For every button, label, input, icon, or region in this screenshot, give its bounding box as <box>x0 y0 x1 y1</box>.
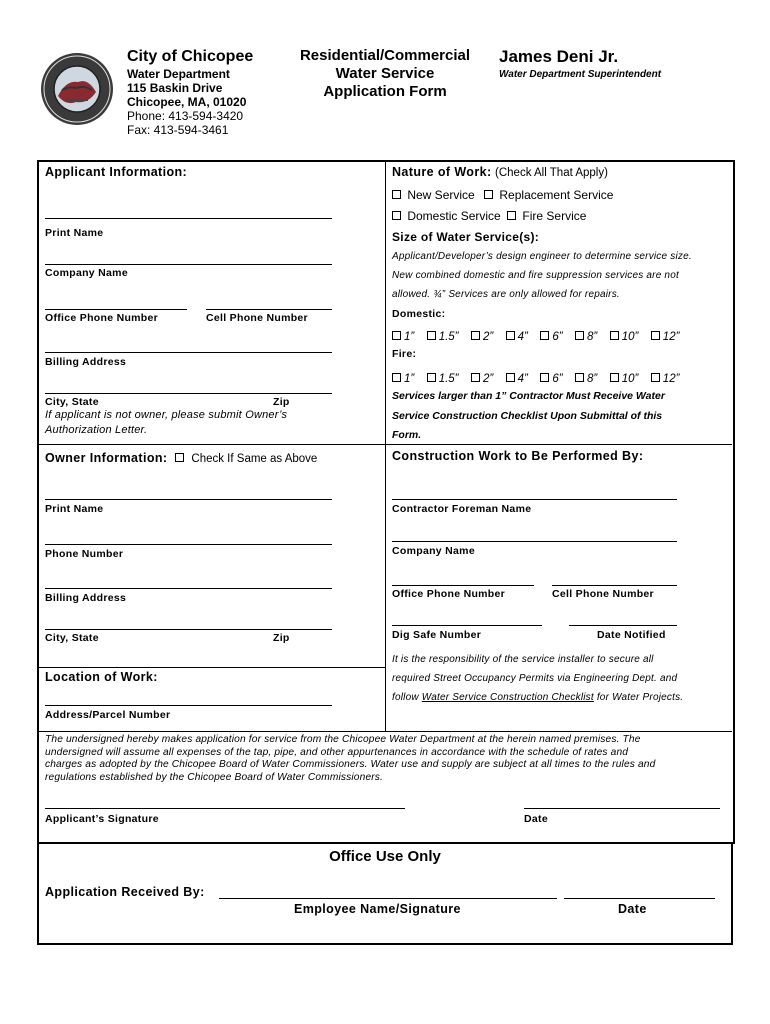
large-service-warning-1: Services larger than 1” Contractor Must Receive Water <box>392 390 665 402</box>
superintendent-name: James Deni Jr. <box>499 47 619 66</box>
checkbox-icon <box>651 331 660 340</box>
domestic-size-options <box>392 327 687 345</box>
owner-phone-field[interactable] <box>45 544 332 545</box>
city-seal-logo <box>40 52 114 126</box>
city-name: City of Chicopee <box>127 48 254 65</box>
applicant-company-field[interactable] <box>45 264 332 265</box>
agreement-line-2: undersigned will assume all expenses of the tap, pipe, and other appurtenances in accordance with the schedule of rates and <box>45 746 629 758</box>
contractor-office-phone-field[interactable] <box>392 585 534 586</box>
checkbox-icon <box>651 373 660 382</box>
applicant-date-label: Date <box>524 813 548 825</box>
large-service-warning-3: Form. <box>392 429 422 441</box>
fire-size-option[interactable]: 8” <box>575 373 597 385</box>
checkbox-icon <box>427 373 436 382</box>
nature-heading-note: (Check All That Apply) <box>495 167 608 179</box>
applicant-zip-label: Zip <box>273 396 290 408</box>
divider-location <box>38 667 386 668</box>
checkbox-icon <box>392 331 401 340</box>
owner-heading-row <box>45 449 317 467</box>
owner-billing-address-field[interactable] <box>45 588 332 589</box>
checkbox-icon <box>575 373 584 382</box>
agreement-line-3: charges as adopted by the Chicopee Board of Water Commissioners. Water use and supply are subject at all times to the rules and <box>45 759 656 771</box>
contractor-cell-phone-label: Cell Phone Number <box>552 588 654 600</box>
replacement-service-checkbox[interactable] <box>484 190 493 199</box>
replacement-service-label: Replacement Service <box>499 188 614 202</box>
applicant-print-name-label: Print Name <box>45 227 104 239</box>
agreement-line-1: The undersigned hereby makes application for service from the Chicopee Water Department at the herein named premises. The <box>45 734 641 745</box>
applicant-city-state-label: City, State <box>45 396 99 408</box>
city-state-zip: Chicopee, MA, 01020 <box>127 95 247 109</box>
contractor-office-phone-label: Office Phone Number <box>392 588 506 600</box>
same-as-above-label: Check If Same as Above <box>191 453 318 465</box>
owner-city-state-field[interactable] <box>45 629 332 630</box>
fire-size-option[interactable]: 1” <box>392 373 414 385</box>
employee-signature-field[interactable] <box>219 898 557 899</box>
received-by-label: Application Received By: <box>45 885 205 899</box>
date-notified-field[interactable] <box>569 625 677 626</box>
checkbox-icon <box>506 373 515 382</box>
applicant-company-label: Company Name <box>45 267 128 279</box>
applicant-city-state-field[interactable] <box>45 393 332 394</box>
fire-size-option[interactable]: 10” <box>610 373 639 385</box>
fire-size-option[interactable]: 12” <box>651 373 680 385</box>
owner-zip-label: Zip <box>273 632 290 644</box>
street-address: 115 Baskin Drive <box>127 81 223 95</box>
contractor-company-field[interactable] <box>392 541 677 542</box>
construction-heading: Construction Work to Be Performed By: <box>392 449 644 463</box>
fire-size-option[interactable]: 6” <box>540 373 562 385</box>
checkbox-icon <box>540 373 549 382</box>
dig-safe-number-label: Dig Safe Number <box>392 629 482 641</box>
applicant-cell-phone-field[interactable] <box>206 309 332 310</box>
owner-city-state-label: City, State <box>45 632 99 644</box>
large-service-warning-2: Service Construction Checklist Upon Submittal of this <box>392 410 663 422</box>
applicant-cell-phone-label: Cell Phone Number <box>206 312 308 324</box>
checkbox-icon <box>392 373 401 382</box>
service-type-row-2 <box>392 209 586 223</box>
fire-size-option[interactable]: 4” <box>506 373 528 385</box>
column-divider-mid <box>385 444 386 731</box>
contractor-company-label: Company Name <box>392 545 475 557</box>
fire-size-option[interactable]: 2” <box>471 373 493 385</box>
office-use-heading: Office Use Only <box>329 848 441 865</box>
domestic-size-option[interactable]: 2” <box>471 331 493 343</box>
employee-signature-label: Employee Name/Signature <box>294 902 461 916</box>
permit-note-2: required Street Occupancy Permits via Engineering Dept. and <box>392 673 678 684</box>
agreement-line-4: regulations established by the Chicopee Board of Water Commissioners. <box>45 771 384 783</box>
same-as-above-checkbox[interactable] <box>175 453 184 462</box>
applicant-office-phone-label: Office Phone Number <box>45 312 159 324</box>
domestic-service-checkbox[interactable] <box>392 211 401 220</box>
checkbox-icon <box>540 331 549 340</box>
domestic-service-label: Domestic Service <box>407 209 501 223</box>
superintendent-title: Water Department Superintendent <box>499 69 662 80</box>
department-name: Water Department <box>127 67 230 81</box>
applicant-office-phone-field[interactable] <box>45 309 187 310</box>
owner-print-name-label: Print Name <box>45 503 104 515</box>
nature-heading-text: Nature of Work: <box>392 165 492 179</box>
checkbox-icon <box>610 331 619 340</box>
applicant-signature-field[interactable] <box>45 808 405 809</box>
permit-note-3: follow Water Service Construction Checklist for Water Projects. <box>392 692 684 703</box>
column-divider-top <box>385 162 386 444</box>
checkbox-icon <box>610 373 619 382</box>
address-parcel-field[interactable] <box>45 705 332 706</box>
domestic-size-option[interactable]: 12” <box>651 331 680 343</box>
checkbox-icon <box>427 331 436 340</box>
owner-heading: Owner Information: <box>45 451 168 465</box>
checklist-link[interactable]: Water Service Construction Checklist <box>421 692 594 703</box>
form-title-line-1: Residential/Commercial <box>299 47 471 64</box>
domestic-sizes-label: Domestic: <box>392 308 446 320</box>
size-note-1: Applicant/Developer’s design engineer to determine service size. <box>392 251 692 262</box>
applicant-print-name-field[interactable] <box>45 218 332 219</box>
office-date-label: Date <box>618 902 647 916</box>
domestic-size-option[interactable]: 6” <box>540 331 562 343</box>
size-of-service-heading: Size of Water Service(s): <box>392 230 540 244</box>
applicant-date-field[interactable] <box>524 808 720 809</box>
size-note-2: New combined domestic and fire suppression services are not <box>392 270 679 281</box>
owner-billing-address-label: Billing Address <box>45 592 127 604</box>
owner-print-name-field[interactable] <box>45 499 332 500</box>
fire-sizes-label: Fire: <box>392 348 417 360</box>
location-heading: Location of Work: <box>45 670 158 684</box>
fire-service-checkbox[interactable] <box>507 211 516 220</box>
office-date-field[interactable] <box>564 898 715 899</box>
phone-number: Phone: 413-594-3420 <box>127 109 244 123</box>
permit-note-1: It is the responsibility of the service installer to secure all <box>392 654 654 665</box>
checkbox-icon <box>471 373 480 382</box>
applicant-billing-address-label: Billing Address <box>45 356 127 368</box>
form-title-line-2: Water Service <box>335 65 435 82</box>
size-note-3: allowed. ¾” Services are only allowed for repairs. <box>392 289 620 300</box>
service-type-row-1 <box>392 188 613 202</box>
fire-service-label: Fire Service <box>522 209 587 223</box>
owner-phone-label: Phone Number <box>45 548 124 560</box>
fax-number: Fax: 413-594-3461 <box>127 123 229 137</box>
foreman-name-field[interactable] <box>392 499 677 500</box>
new-service-checkbox[interactable] <box>392 190 401 199</box>
divider-agreement <box>38 731 732 732</box>
checkbox-icon <box>471 331 480 340</box>
domestic-size-option[interactable]: 8” <box>575 331 597 343</box>
checkbox-icon <box>575 331 584 340</box>
dig-safe-number-field[interactable] <box>392 625 542 626</box>
domestic-size-option[interactable]: 1.5” <box>427 331 459 343</box>
agreement-text <box>45 734 725 784</box>
domestic-size-option[interactable]: 1” <box>392 331 414 343</box>
fire-size-options <box>392 369 687 387</box>
received-by-row <box>45 885 205 899</box>
fire-size-option[interactable]: 1.5” <box>427 373 459 385</box>
contractor-cell-phone-field[interactable] <box>552 585 677 586</box>
date-notified-label: Date Notified <box>597 629 666 641</box>
address-parcel-label: Address/Parcel Number <box>45 709 171 721</box>
foreman-name-label: Contractor Foreman Name <box>392 503 532 515</box>
domestic-size-option[interactable]: 10” <box>610 331 639 343</box>
applicant-billing-address-field[interactable] <box>45 352 332 353</box>
checkbox-icon <box>506 331 515 340</box>
owner-letter-note-2: Authorization Letter. <box>45 424 148 436</box>
new-service-label: New Service <box>407 188 475 202</box>
applicant-heading: Applicant Information: <box>45 165 188 179</box>
nature-of-work-heading <box>392 165 608 179</box>
form-title-line-3: Application Form <box>323 83 447 100</box>
owner-letter-note-1: If applicant is not owner, please submit Owner’s <box>45 409 288 421</box>
domestic-size-option[interactable]: 4” <box>506 331 528 343</box>
form-title <box>283 47 487 101</box>
applicant-signature-label: Applicant’s Signature <box>45 813 159 825</box>
